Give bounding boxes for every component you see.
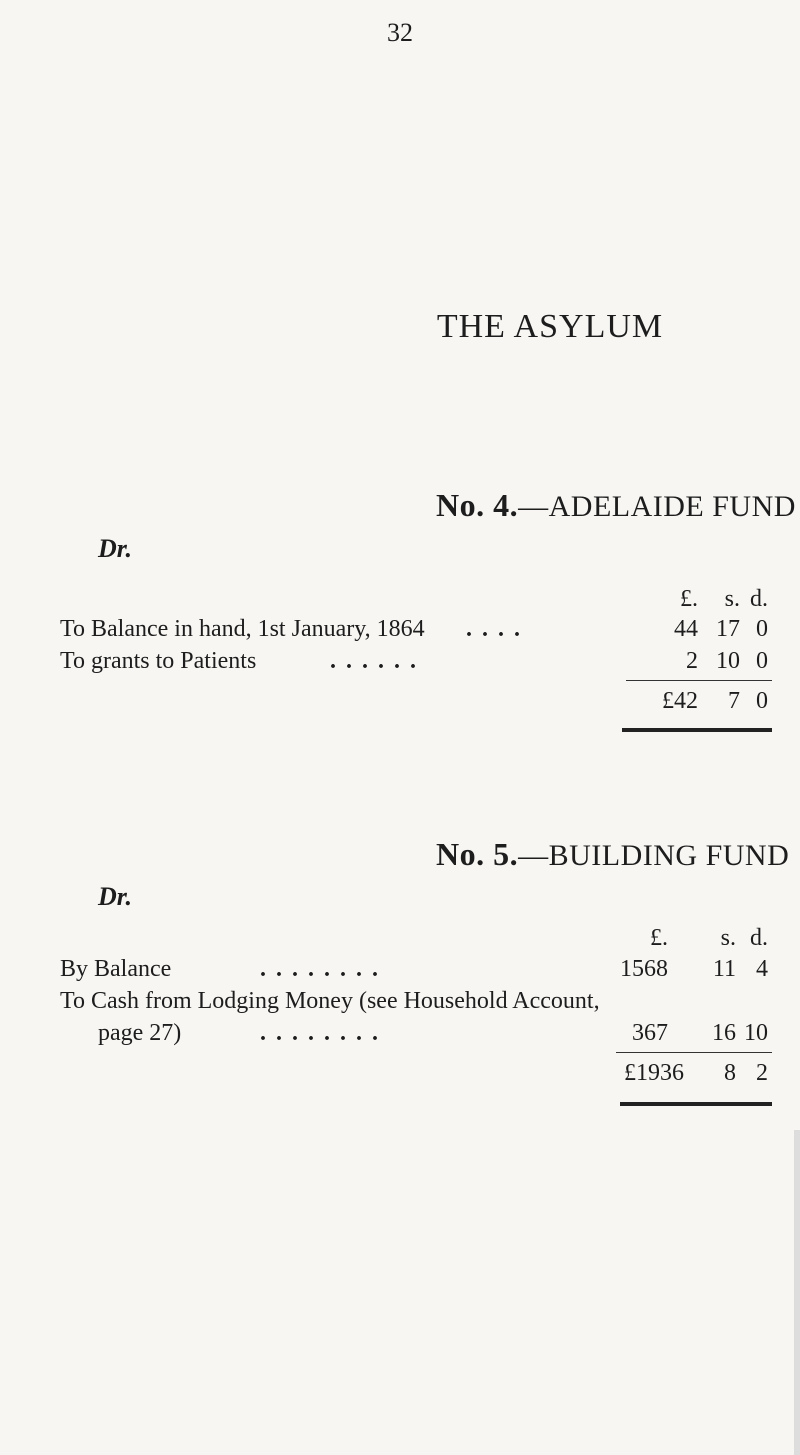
fund4-row-label: To Balance in hand, 1st January, 1864: [60, 616, 425, 642]
fund5-total-rule: [620, 1102, 772, 1106]
fund5-row-pence: 4: [756, 956, 768, 982]
fund5-total-pence: 2: [756, 1060, 768, 1086]
fund5-row-leader: . . . . . . . .: [260, 1020, 380, 1046]
fund4-row-pence: 0: [756, 616, 768, 642]
fund5-row-label-continued: page 27): [98, 1020, 182, 1046]
fund5-total-pounds: £1936: [624, 1060, 684, 1086]
page-edge-shadow: [794, 1130, 800, 1455]
fund4-row-pence: 0: [756, 648, 768, 674]
fund5-row-label: To Cash from Lodging Money (see Household Account,: [60, 988, 600, 1014]
fund5-total-shillings: 8: [724, 1060, 736, 1086]
fund4-heading: [436, 487, 796, 524]
fund4-dr-label: Dr.: [98, 534, 132, 563]
fund5-row-pounds: 1568: [620, 956, 668, 982]
fund5-row-shillings: 16: [712, 1020, 736, 1046]
fund5-row-shillings: 11: [712, 956, 736, 982]
fund4-number: No. 4.: [436, 487, 519, 523]
fund5-row-pence: 10: [744, 1020, 768, 1046]
fund5-row-pounds: 367: [632, 1020, 668, 1046]
fund5-title: —BUILDING FUND: [518, 839, 790, 872]
fund5-row-label: By Balance: [60, 956, 172, 982]
fund5-dr-label: Dr.: [98, 882, 132, 911]
fund5-heading: [436, 836, 789, 873]
fund4-total-pence: 0: [756, 688, 768, 714]
fund4-row-shillings: 10: [716, 648, 740, 674]
running-head: THE ASYLUM: [436, 308, 664, 345]
fund4-row-pounds: 44: [674, 616, 698, 642]
fund4-total-rule: [622, 728, 772, 732]
fund4-row-leader: . . . . . .: [330, 648, 418, 674]
fund4-total-pounds: £42: [662, 688, 698, 714]
fund4-sum-rule: [626, 680, 772, 681]
fund4-row-leader: . . . .: [466, 616, 522, 642]
page-number: 32: [387, 18, 413, 47]
fund5-header-pence: d.: [750, 925, 768, 951]
fund4-title: —ADELAIDE FUND: [518, 490, 796, 523]
fund5-number: No. 5.: [436, 836, 519, 872]
fund4-row-pounds: 2: [686, 648, 698, 674]
fund4-header-pounds: £.: [680, 586, 698, 612]
fund4-header-pence: d.: [750, 586, 768, 612]
fund4-total-shillings: 7: [728, 688, 740, 714]
fund4-row-label: To grants to Patients: [60, 648, 257, 674]
fund5-header-pounds: £.: [650, 925, 668, 951]
fund4-header-shillings: s.: [724, 586, 740, 612]
fund4-row-shillings: 17: [716, 616, 740, 642]
fund5-row-leader: . . . . . . . .: [260, 956, 380, 982]
fund5-header-shillings: s.: [720, 925, 736, 951]
fund5-sum-rule: [616, 1052, 772, 1053]
